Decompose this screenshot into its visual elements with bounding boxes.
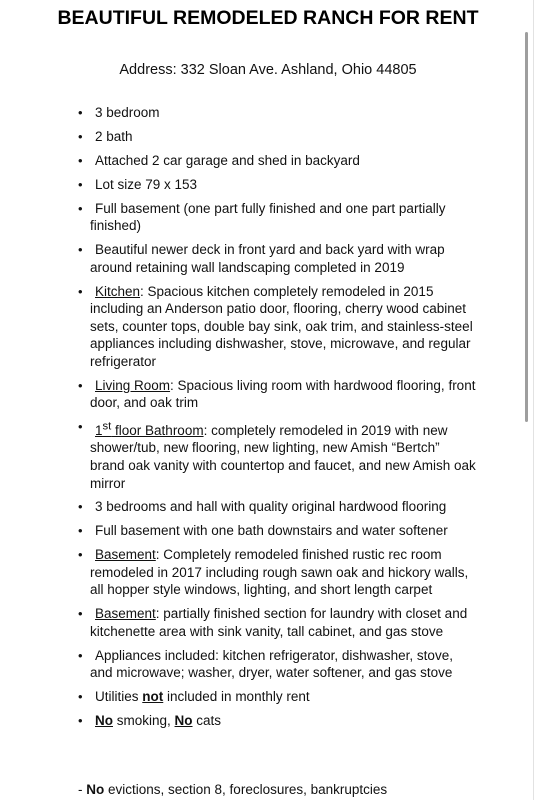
list-item	[78, 498, 476, 516]
bullet-icon: •	[78, 689, 83, 705]
feature-text: Beautiful newer deck in front yard and back yard with wrap around retaining wall landscaping completed in 2019	[90, 242, 445, 275]
vertical-scrollbar[interactable]	[525, 32, 528, 422]
feature-text: Appliances included: kitchen refrigerator, dishwasher, stove, and microwave; washer, dryer, water softener, and gas stove	[90, 647, 453, 681]
feature-text: Lot size 79 x 153	[95, 176, 198, 192]
emphasis-no: No	[86, 782, 105, 797]
label-superscript: st	[102, 420, 112, 433]
list-item	[78, 546, 476, 599]
feature-text: : Completely remodeled finished rustic rec room remodeled in 2017 including rough sawn oak and hickory walls, all hopper style windows, lighting, and short length carpet	[90, 547, 469, 598]
feature-text: : completely remodeled in 2019 with new shower/tub, new flooring, new lighting, new Amish “Bertch” brand oak vanity with countertop and faucet, and new Amish oak mirror	[90, 422, 476, 491]
emphasis-no: No	[174, 713, 193, 729]
label-number: 1	[95, 422, 103, 438]
feature-text: cats	[192, 713, 222, 729]
feature-label-kitchen: Kitchen	[95, 283, 141, 299]
list-item	[78, 104, 476, 122]
dash-marker: -	[78, 782, 87, 797]
feature-text-wrap	[90, 689, 310, 704]
feature-list	[78, 104, 476, 736]
listing-title: BEAUTIFUL REMODELED RANCH FOR RENT	[57, 7, 479, 29]
bullet-icon: •	[78, 713, 83, 729]
list-item	[78, 241, 476, 276]
feature-label-basement: Basement	[95, 606, 156, 622]
bullet-icon: •	[78, 176, 83, 192]
label-rest: floor Bathroom	[111, 422, 204, 438]
listing-address: Address: 332 Sloan Ave. Ashland, Ohio 44805	[119, 62, 417, 78]
feature-text-wrap	[90, 713, 221, 728]
feature-text: : Spacious living room with hardwood flooring, front door, and oak trim	[90, 377, 476, 411]
list-item	[78, 152, 476, 170]
feature-text: Utilities	[95, 689, 143, 705]
feature-text-wrap	[90, 547, 468, 597]
list-item	[78, 712, 476, 730]
feature-text-wrap	[90, 606, 467, 639]
list-item	[78, 200, 476, 235]
feature-text-wrap	[90, 284, 473, 369]
feature-text: 2 bath	[95, 128, 133, 144]
feature-text: smoking,	[113, 713, 175, 729]
bullet-icon: •	[78, 499, 83, 515]
list-item	[78, 128, 476, 146]
feature-text: 3 bedrooms and hall with quality original hardwood flooring	[95, 499, 447, 515]
feature-label-basement: Basement	[95, 547, 156, 563]
feature-text: : Spacious kitchen completely remodeled in 2015 including an Anderson patio door, flooring, cherry wood cabinet sets, counter tops, double bay sink, oak trim, and stainless-steel appliances including dishwasher, stove, microwave, and regular refrigerator	[90, 283, 473, 369]
list-item	[78, 283, 476, 371]
bullet-icon: •	[78, 152, 83, 168]
footer-text: evictions, section 8, foreclosures, bankruptcies	[104, 782, 388, 797]
bullet-icon: •	[78, 105, 83, 120]
bullet-icon: •	[78, 128, 83, 144]
bullet-icon: •	[78, 419, 83, 435]
feature-text: Full basement (one part fully finished and one part partially finished)	[90, 200, 446, 234]
footer-line	[78, 781, 387, 799]
feature-text: included in monthly rent	[163, 689, 310, 705]
list-item	[78, 647, 476, 682]
feature-text: Attached 2 car garage and shed in backyard	[95, 152, 360, 168]
feature-text: Full basement with one bath downstairs and water softener	[95, 523, 448, 539]
emphasis-no: No	[95, 713, 113, 729]
bullet-icon: •	[78, 377, 83, 393]
list-item	[78, 605, 476, 640]
list-item	[78, 377, 476, 412]
list-item	[78, 176, 476, 194]
feature-label-living-room: Living Room	[95, 377, 171, 393]
bullet-icon: •	[78, 606, 83, 622]
feature-label-bathroom	[95, 420, 204, 438]
feature-text-wrap	[90, 378, 475, 411]
list-item	[78, 522, 476, 540]
bullet-icon: •	[78, 523, 83, 539]
bullet-icon: •	[78, 242, 83, 258]
feature-text: 3 bedroom	[95, 105, 160, 120]
bullet-icon: •	[78, 200, 83, 216]
feature-text-wrap	[90, 420, 476, 491]
bullet-icon: •	[78, 547, 83, 563]
feature-text: : partially finished section for laundry with closet and kitchenette area with sink vanity, tall cabinet, and gas stove	[90, 606, 468, 639]
list-item	[78, 688, 476, 706]
list-item	[78, 418, 476, 492]
bullet-icon: •	[78, 647, 83, 663]
bullet-icon: •	[78, 283, 83, 299]
emphasis-not: not	[142, 689, 164, 705]
